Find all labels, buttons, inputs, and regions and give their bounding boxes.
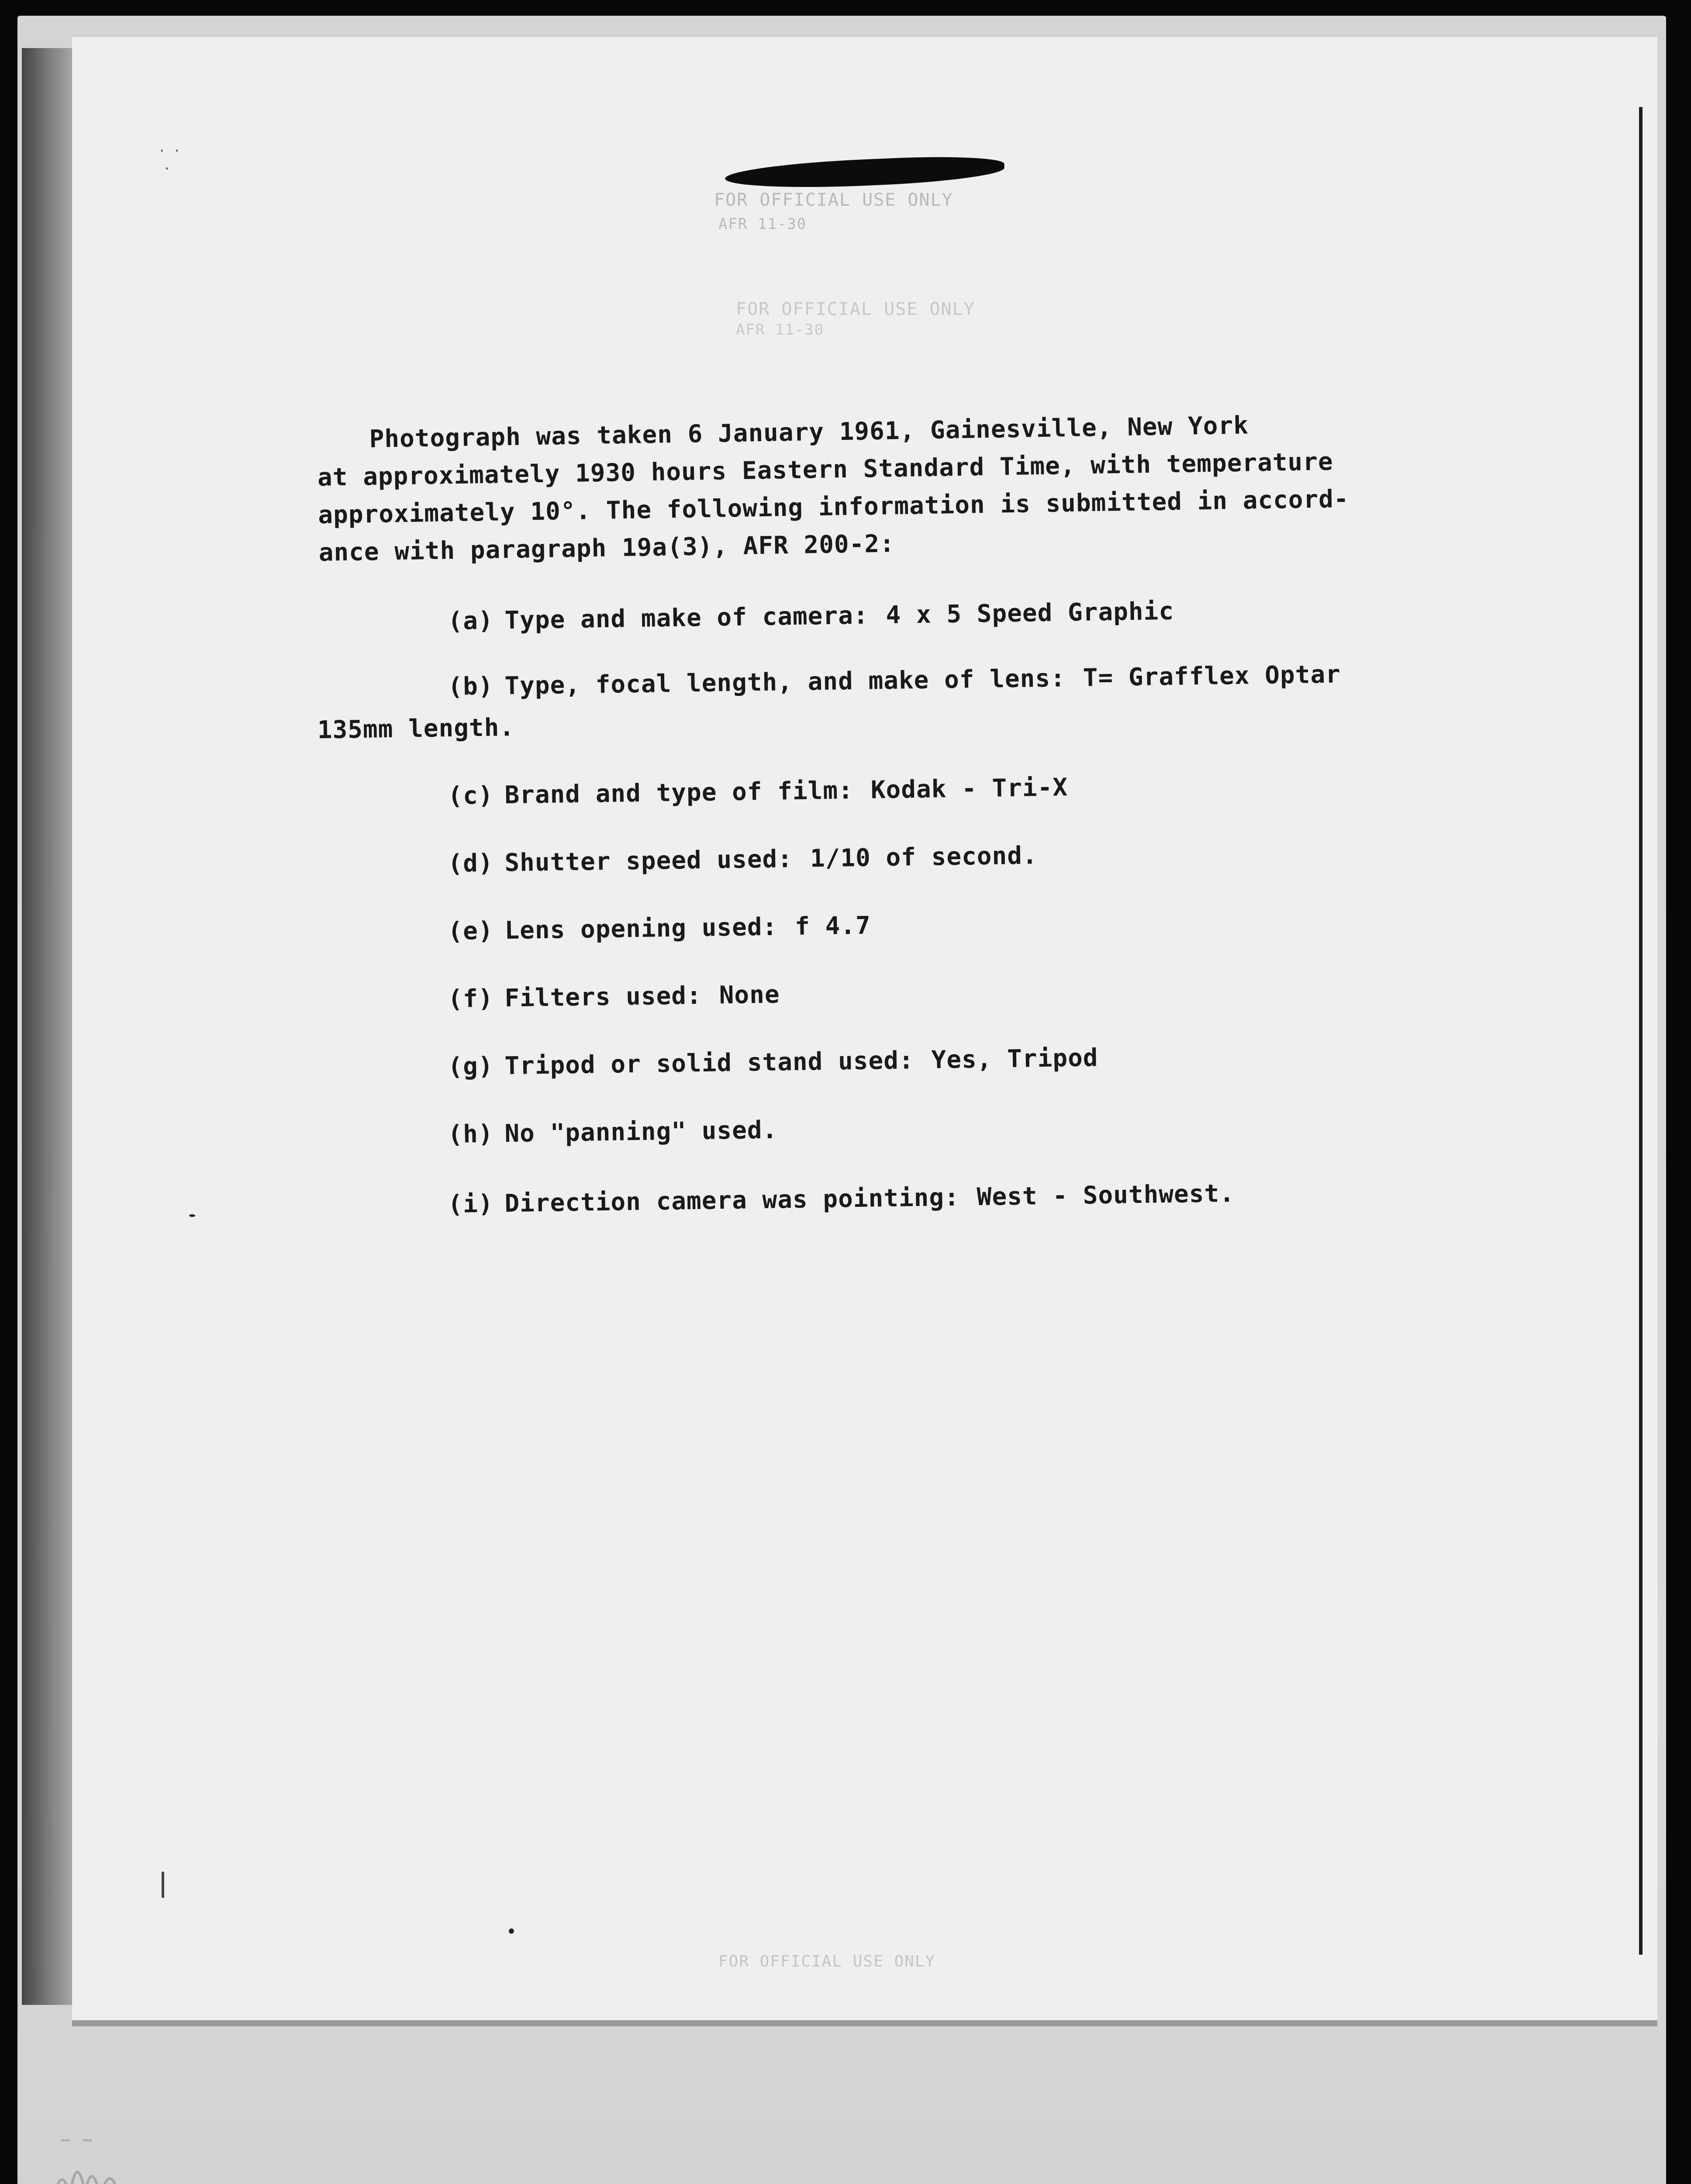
item-marker: (f) — [448, 984, 494, 1013]
item-value: Kodak - Tri-X — [870, 773, 1068, 805]
item-label: Lens opening used: — [504, 912, 778, 945]
item-value: f 4.7 — [794, 911, 871, 941]
list-item-lens — [317, 660, 1342, 745]
document-page — [72, 37, 1657, 2020]
item-value: 4 x 5 Speed Graphic — [886, 597, 1174, 629]
item-value — [777, 1116, 795, 1144]
intro-paragraph — [317, 403, 1498, 572]
edge-mark — [162, 1872, 164, 1898]
item-label: Direction camera was pointing: — [504, 1183, 960, 1218]
classification-stamp-secondary-sub: AFR 11-30 — [736, 321, 825, 339]
item-label: Type and make of camera: — [504, 601, 869, 635]
classification-stamp: FOR OFFICIAL USE ONLY — [714, 190, 953, 210]
item-marker: (a) — [448, 606, 494, 636]
list-item-camera — [448, 597, 1174, 636]
item-value: None — [719, 980, 780, 1010]
document-content — [72, 37, 1657, 2020]
list-item-direction — [448, 1179, 1235, 1219]
item-marker: (b) — [448, 672, 494, 701]
classification-stamp-secondary: FOR OFFICIAL USE ONLY — [736, 299, 975, 319]
paragraph-line: approximately 10°. The following information is submitted in accord- — [317, 484, 1349, 529]
corner-specks: · · · — [159, 142, 179, 178]
item-label: Type, focal length, and make of lens: — [504, 664, 1066, 701]
item-label: Shutter speed used: — [504, 844, 793, 878]
paragraph-line: Photograph was taken 6 January 1961, Gainesville, New York — [369, 411, 1249, 454]
item-label: Tripod or solid stand used: — [504, 1046, 915, 1081]
list-item-film — [448, 773, 1068, 810]
list-item-shutter — [448, 841, 1038, 878]
item-value: Yes, Tripod — [931, 1044, 1098, 1075]
list-item-lens-opening — [448, 911, 871, 946]
item-marker: (e) — [448, 916, 494, 946]
item-marker: (c) — [448, 781, 494, 810]
item-value: T= Grafflex Optar — [1083, 660, 1341, 692]
item-value: West - Southwest. — [977, 1179, 1235, 1212]
item-marker: (i) — [448, 1189, 494, 1219]
footer-stamp: FOR OFFICIAL USE ONLY — [718, 1952, 936, 1970]
list-item-panning — [448, 1116, 795, 1149]
item-continuation: 135mm length. — [317, 713, 515, 745]
item-label: Filters used: — [504, 981, 702, 1013]
list-item-tripod — [448, 1044, 1098, 1081]
speck — [189, 1214, 195, 1217]
classification-stamp-sub: AFR 11-30 — [718, 215, 807, 233]
item-label: Brand and type of film: — [504, 776, 854, 810]
item-value: 1/10 of second. — [810, 841, 1038, 873]
paragraph-line: at approximately 1930 hours Eastern Standard Time, with temperature — [317, 447, 1334, 492]
item-marker: (g) — [448, 1052, 494, 1081]
speck — [509, 1928, 514, 1934]
redaction-mark — [725, 153, 1005, 192]
item-marker: (h) — [448, 1120, 494, 1149]
item-marker: (d) — [448, 849, 494, 878]
handwritten-mark — [44, 2132, 175, 2184]
list-item-filters — [448, 980, 780, 1013]
item-label: No "panning" used. — [504, 1116, 778, 1148]
paragraph-line: ance with paragraph 19a(3), AFR 200-2: — [318, 529, 895, 567]
